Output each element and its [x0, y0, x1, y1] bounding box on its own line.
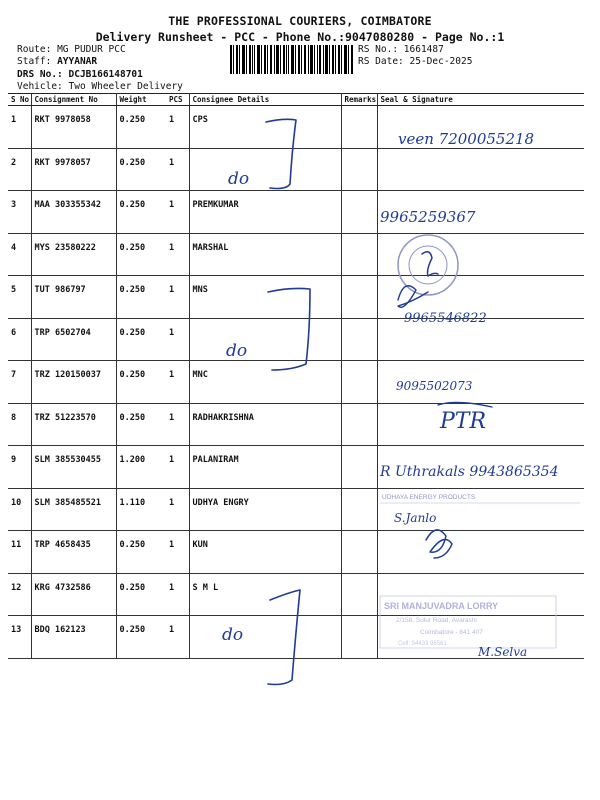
- row-remarks: [341, 148, 377, 191]
- table-header-row: [8, 94, 584, 106]
- row-pcs: 1: [166, 276, 189, 319]
- table-row: [8, 276, 584, 319]
- row-consignee: RADHAKRISHNA: [189, 403, 341, 446]
- rs-no-line: [358, 44, 444, 56]
- row-consignment-no: BDQ 162123: [31, 616, 116, 659]
- row6-ditto-mark: do: [226, 341, 248, 361]
- row-remarks: [341, 531, 377, 574]
- vehicle-value: Two Wheeler Delivery: [68, 81, 183, 92]
- row9-signature: R Uthrakals 9943865354: [380, 464, 559, 480]
- row-remarks: [341, 233, 377, 276]
- row-seal-signature: [377, 148, 584, 191]
- row-consignment-no: SLM 385530455: [31, 446, 116, 489]
- row-consignee: [189, 616, 341, 659]
- row-remarks: [341, 403, 377, 446]
- row-weight: 1.200: [116, 446, 166, 489]
- row-weight: 0.250: [116, 191, 166, 234]
- row-weight: 0.250: [116, 276, 166, 319]
- table-row: [8, 488, 584, 531]
- barcode: [230, 45, 354, 74]
- row-seal-signature: [377, 531, 584, 574]
- row3-signature: 9965259367: [380, 208, 476, 226]
- row-consignment-no: KRG 4732586: [31, 573, 116, 616]
- row5-signature: 9965546822: [404, 311, 487, 326]
- row-weight: 0.250: [116, 148, 166, 191]
- row8-signature: PTR: [440, 409, 487, 434]
- vehicle-line: [17, 81, 183, 93]
- row-sno: 12: [8, 573, 31, 616]
- table-row: [8, 318, 584, 361]
- row-sno: 9: [8, 446, 31, 489]
- row-weight: 0.250: [116, 573, 166, 616]
- table-row: [8, 191, 584, 234]
- row-remarks: [341, 276, 377, 319]
- col-consignment-header: Consignment No: [31, 94, 116, 106]
- row-sno: 1: [8, 106, 31, 149]
- row-consignee: [189, 148, 341, 191]
- row-consignment-no: RKT 9978057: [31, 148, 116, 191]
- row-seal-signature: [377, 361, 584, 404]
- row-seal-signature: [377, 488, 584, 531]
- row-remarks: [341, 616, 377, 659]
- lorry-stamp-name: SRI MANJUVADRA LORRY: [384, 601, 499, 611]
- row-remarks: [341, 106, 377, 149]
- row2-ditto-mark: do: [228, 169, 250, 189]
- rs-date-label: RS Date:: [358, 56, 404, 67]
- rs-date-line: [358, 56, 472, 68]
- col-sno-header: S No: [8, 94, 31, 106]
- row-sno: 11: [8, 531, 31, 574]
- row-pcs: 1: [166, 318, 189, 361]
- table-row: [8, 148, 584, 191]
- lorry-stamp-phone: Cell: 94433 98561: [398, 641, 447, 647]
- col-remarks-header: Remarks: [341, 94, 377, 106]
- row10-signature: S.Janlo: [394, 511, 437, 525]
- row-pcs: 1: [166, 148, 189, 191]
- row13-ditto-mark: do: [222, 625, 244, 645]
- row-consignment-no: TRZ 51223570: [31, 403, 116, 446]
- table-row: [8, 573, 584, 616]
- row-consignment-no: TRZ 120150037: [31, 361, 116, 404]
- row-pcs: 1: [166, 361, 189, 404]
- table-row: [8, 233, 584, 276]
- row-consignee: MARSHAL: [189, 233, 341, 276]
- row13-signature: M.Selva: [478, 645, 528, 659]
- row-seal-signature: [377, 446, 584, 489]
- runsheet-table: [8, 93, 584, 659]
- row-weight: 0.250: [116, 233, 166, 276]
- row-seal-signature: [377, 573, 584, 616]
- row-consignee: PREMKUMAR: [189, 191, 341, 234]
- row-seal-signature: [377, 191, 584, 234]
- row-remarks: [341, 488, 377, 531]
- row-weight: 0.250: [116, 531, 166, 574]
- row-sno: 8: [8, 403, 31, 446]
- row-seal-signature: [377, 106, 584, 149]
- vehicle-label: Vehicle:: [17, 81, 63, 92]
- row-remarks: [341, 361, 377, 404]
- row-pcs: 1: [166, 106, 189, 149]
- staff-label: Staff:: [17, 56, 52, 67]
- row-sno: 7: [8, 361, 31, 404]
- row-pcs: 1: [166, 616, 189, 659]
- row-weight: 0.250: [116, 106, 166, 149]
- row-weight: 1.110: [116, 488, 166, 531]
- row-consignment-no: MYS 23580222: [31, 233, 116, 276]
- row-sno: 2: [8, 148, 31, 191]
- row1-signature: veen 7200055218: [398, 130, 535, 148]
- row-consignee: MNS: [189, 276, 341, 319]
- row-seal-signature: [377, 616, 584, 659]
- row-consignment-no: TRP 6502704: [31, 318, 116, 361]
- row-pcs: 1: [166, 531, 189, 574]
- row-consignee: [189, 318, 341, 361]
- row-consignment-no: RKT 9978058: [31, 106, 116, 149]
- table-row: [8, 106, 584, 149]
- staff-value: AYYANAR: [57, 56, 98, 67]
- staff-line: [17, 56, 97, 68]
- row-weight: 0.250: [116, 361, 166, 404]
- row-sno: 4: [8, 233, 31, 276]
- row-pcs: 1: [166, 488, 189, 531]
- row-pcs: 1: [166, 403, 189, 446]
- row-consignment-no: TRP 4658435: [31, 531, 116, 574]
- row7-signature: 9095502073: [396, 379, 473, 393]
- col-consignee-header: Consignee Details: [189, 94, 341, 106]
- row-remarks: [341, 191, 377, 234]
- col-seal-header: Seal & Signature: [377, 94, 584, 106]
- table-row: [8, 403, 584, 446]
- row-consignee: KUN: [189, 531, 341, 574]
- table-row: [8, 446, 584, 489]
- row-sno: 10: [8, 488, 31, 531]
- row-consignment-no: SLM 385485521: [31, 488, 116, 531]
- row-sno: 13: [8, 616, 31, 659]
- row-seal-signature: [377, 276, 584, 319]
- table-row: [8, 361, 584, 404]
- row-weight: 0.250: [116, 403, 166, 446]
- udhaya-stamp-text: UDHAYA ENERGY PRODUCTS: [382, 494, 476, 501]
- row-pcs: 1: [166, 446, 189, 489]
- row-remarks: [341, 446, 377, 489]
- table-row: [8, 616, 584, 659]
- rs-no-value: 1661487: [403, 44, 444, 55]
- drs-value: DCJB166148701: [68, 69, 143, 80]
- lorry-stamp-city: Coimbatore - 641 407: [420, 629, 483, 636]
- drs-label: DRS No.:: [17, 69, 63, 80]
- row-weight: 0.250: [116, 318, 166, 361]
- row-consignee: UDHYA ENGRY: [189, 488, 341, 531]
- row-weight: 0.250: [116, 616, 166, 659]
- row-remarks: [341, 573, 377, 616]
- row-consignee: CPS: [189, 106, 341, 149]
- row-seal-signature: [377, 403, 584, 446]
- rs-no-label: RS No.:: [358, 44, 399, 55]
- route-line: [17, 44, 126, 56]
- row-sno: 3: [8, 191, 31, 234]
- row-consignment-no: MAA 303355342: [31, 191, 116, 234]
- row-sno: 5: [8, 276, 31, 319]
- route-label: Route:: [17, 44, 52, 55]
- row-sno: 6: [8, 318, 31, 361]
- company-title: THE PROFESSIONAL COURIERS, COIMBATORE: [168, 14, 432, 28]
- row-remarks: [341, 318, 377, 361]
- row-seal-signature: [377, 233, 584, 276]
- lorry-stamp-address: 2/158, Sulur Road, Avarashi: [396, 617, 477, 624]
- row-pcs: 1: [166, 233, 189, 276]
- row-pcs: 1: [166, 191, 189, 234]
- row-consignee: S M L: [189, 573, 341, 616]
- route-value: MG PUDUR PCC: [57, 44, 126, 55]
- row-consignee: MNC: [189, 361, 341, 404]
- col-pcs-header: PCS: [166, 94, 189, 106]
- row-pcs: 1: [166, 573, 189, 616]
- drs-line: [17, 69, 143, 81]
- row-consignee: PALANIRAM: [189, 446, 341, 489]
- runsheet-title: Delivery Runsheet - PCC - Phone No.:9047080280 - Page No.:1: [95, 30, 505, 44]
- rs-date-value: 25-Dec-2025: [409, 56, 473, 67]
- row-seal-signature: [377, 318, 584, 361]
- col-weight-header: Weight: [116, 94, 166, 106]
- row-consignment-no: TUT 986797: [31, 276, 116, 319]
- table-row: [8, 531, 584, 574]
